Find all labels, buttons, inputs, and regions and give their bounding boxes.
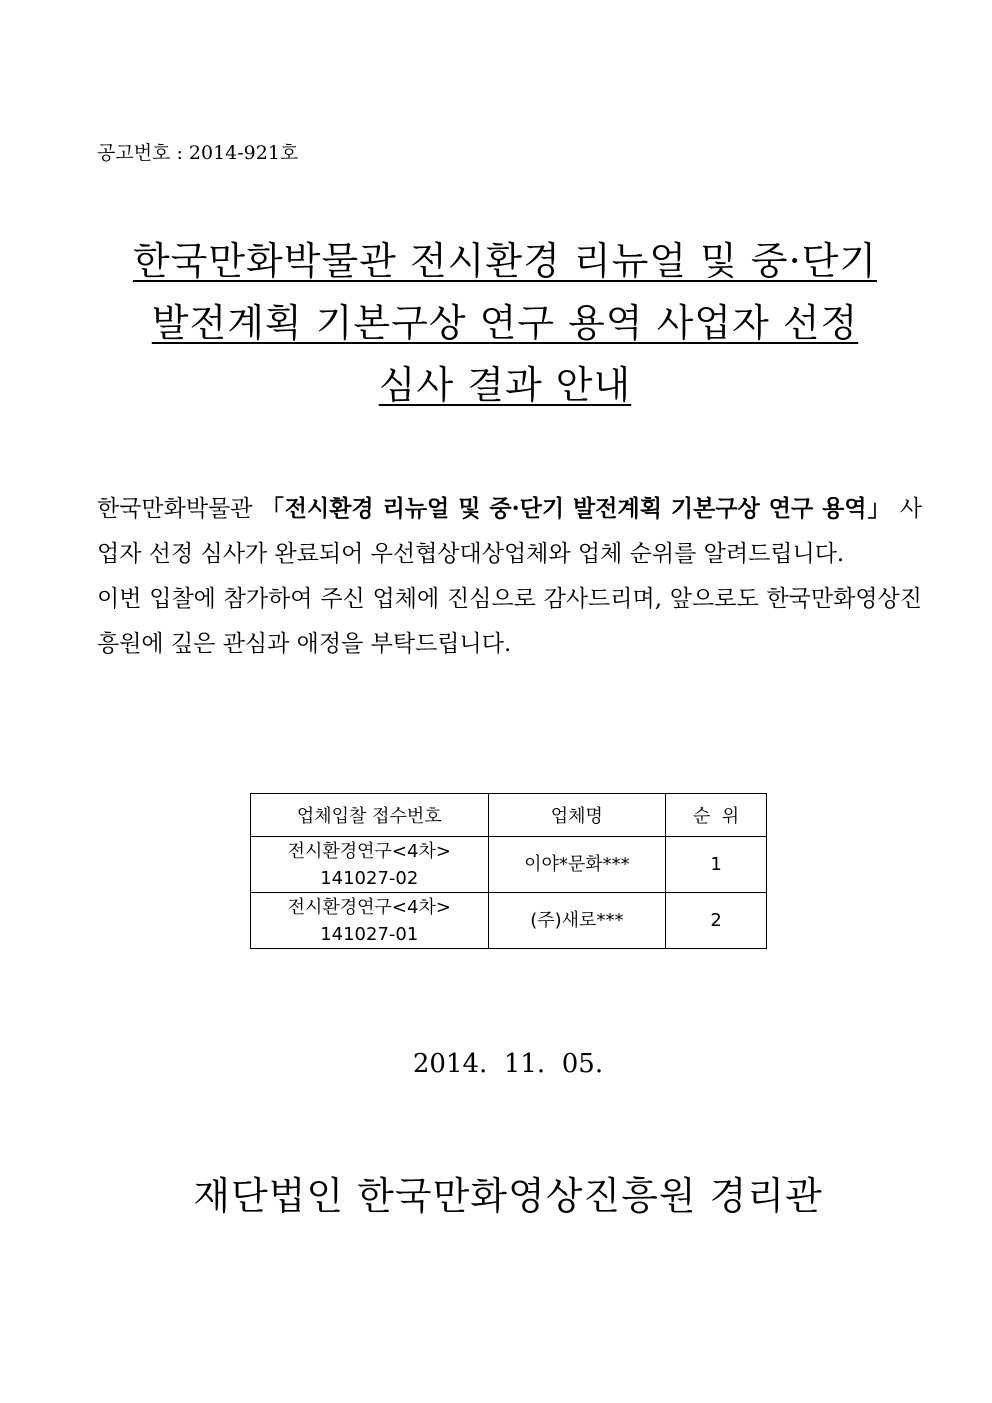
table-header-row xyxy=(251,794,767,837)
title-line-2: 발전계획 기본구상 연구 용역 사업자 선정 xyxy=(151,301,859,345)
receipt-number-cell: 전시환경연구<4차> 141027-01 xyxy=(251,893,489,949)
document-title xyxy=(60,230,950,416)
body-paragraph-1: 한국만화박물관 「전시환경 리뉴얼 및 중·단기 발전계획 기본구상 연구 용역」 사업자 선정 심사가 완료되어 우선협상대상업체와 업체 순위를 알려드립니다. xyxy=(97,495,923,567)
receipt-number-cell: 전시환경연구<4차> 141027-02 xyxy=(251,837,489,893)
header-receipt-number: 업체입찰 접수번호 xyxy=(251,794,489,837)
notice-body xyxy=(97,486,922,667)
title-line-1: 한국만화박물관 전시환경 리뉴얼 및 중·단기 xyxy=(132,239,878,283)
company-name-cell: (주)새로*** xyxy=(488,893,666,949)
body-paragraph-2: 이번 입찰에 참가하여 주신 업체에 진심으로 감사드리며, 앞으로도 한국만화영상진흥원에 깊은 관심과 애정을 부탁드립니다. xyxy=(97,586,922,657)
notice-date: 2014. 11. 05. xyxy=(412,1049,604,1079)
result-table xyxy=(250,793,767,949)
rank-cell: 1 xyxy=(666,837,767,893)
issuer-name: 재단법인 한국만화영상진흥원 경리관 xyxy=(193,1174,823,1218)
project-name: 「전시환경 리뉴얼 및 중·단기 발전계획 기본구상 연구 용역」 xyxy=(260,495,892,522)
header-company-name: 업체명 xyxy=(488,794,666,837)
notice-number: 공고번호 : 2014-921호 xyxy=(97,142,299,164)
rank-cell: 2 xyxy=(666,893,767,949)
title-line-3: 심사 결과 안내 xyxy=(378,363,632,407)
header-rank: 순 위 xyxy=(666,794,767,837)
table-row xyxy=(251,837,767,893)
company-name-cell: 이야*문화*** xyxy=(488,837,666,893)
table-row xyxy=(251,893,767,949)
